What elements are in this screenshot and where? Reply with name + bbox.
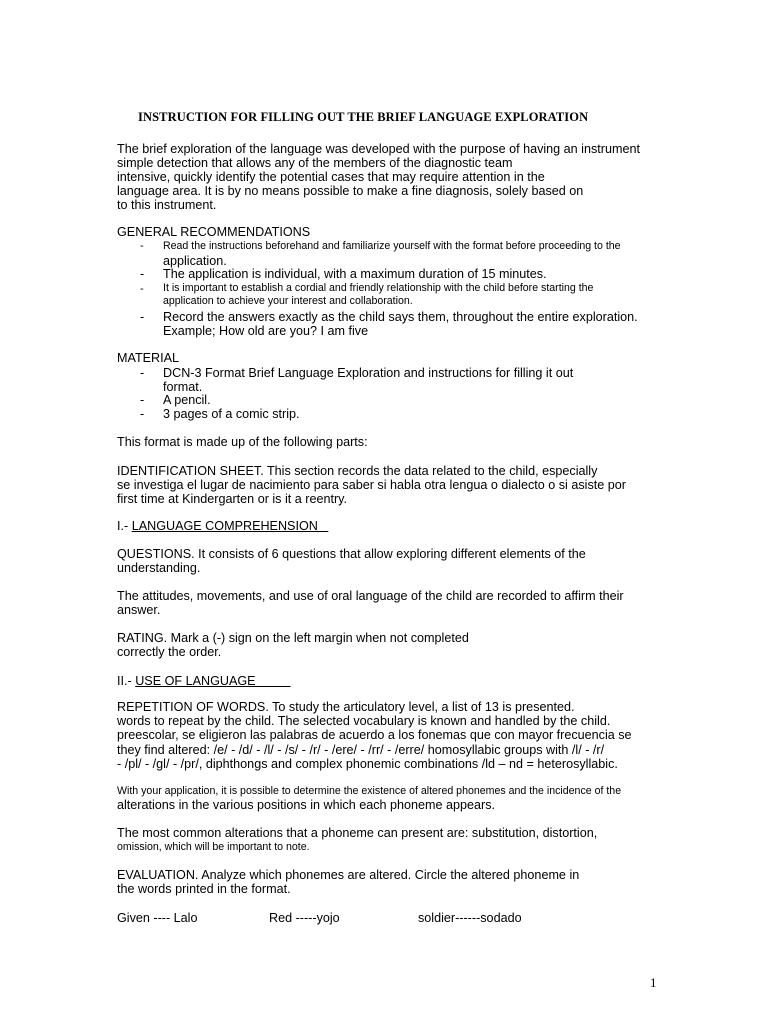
example-item: soldier------sodado bbox=[418, 911, 522, 925]
repetition-line: REPETITION OF WORDS. To study the articulatory level, a list of 13 is presented. bbox=[117, 700, 575, 714]
example-item: Given ---- Lalo bbox=[117, 911, 198, 925]
questions-line: QUESTIONS. It consists of 6 questions that allow exploring different elements of the bbox=[117, 547, 586, 561]
bullet-dash: - bbox=[140, 283, 144, 295]
identification-line: se investiga el lugar de nacimiento para saber si habla otra lengua o dialecto o si asiste por bbox=[117, 478, 626, 492]
general-item: Example; How old are you? I am five bbox=[163, 324, 369, 338]
attitudes-line: answer. bbox=[117, 603, 161, 617]
example-item: Red -----yojo bbox=[269, 911, 340, 925]
general-item: Read the instructions beforehand and familiarize yourself with the format before proceeding to the bbox=[163, 240, 621, 252]
section-prefix: II.- bbox=[117, 674, 136, 688]
repetition-line: preescolar, se eligieron las palabras de acuerdo a los fonemas que con mayor frecuencia se bbox=[117, 728, 632, 742]
general-item: application to achieve your interest and collaboration. bbox=[163, 295, 413, 307]
section-heading bbox=[117, 519, 328, 533]
general-item: It is important to establish a cordial and friendly relationship with the child before starting the bbox=[163, 282, 594, 294]
rating-line: correctly the order. bbox=[117, 645, 222, 659]
intro-line: language area. It is by no means possible to make a fine diagnosis, solely based on bbox=[117, 184, 584, 198]
material-item: 3 pages of a comic strip. bbox=[163, 407, 300, 421]
material-heading: MATERIAL bbox=[117, 351, 180, 365]
page-number: 1 bbox=[650, 975, 657, 990]
questions-line: understanding. bbox=[117, 561, 201, 575]
application-line: alterations in the various positions in which each phoneme appears. bbox=[117, 798, 496, 812]
material-item: format. bbox=[163, 380, 203, 394]
intro-line: The brief exploration of the language was developed with the purpose of having an instrument bbox=[117, 142, 640, 156]
repetition-line: - /pl/ - /gl/ - /pr/, diphthongs and complex phonemic combinations /ld – nd = heterosyllabic. bbox=[117, 757, 618, 771]
rating-line: RATING. Mark a (-) sign on the left margin when not completed bbox=[117, 631, 469, 645]
application-line: With your application, it is possible to determine the existence of altered phonemes and the incidence of the bbox=[117, 785, 622, 797]
bullet-dash: - bbox=[140, 240, 144, 252]
bullet-dash: - bbox=[140, 310, 145, 324]
repetition-line: they find altered: /e/ - /d/ - /l/ - /s/ - /r/ - /ere/ - /rr/ - /erre/ homosyllabic groups with /l/ - /r/ bbox=[117, 743, 605, 757]
document-title: INSTRUCTION FOR FILLING OUT THE BRIEF LANGUAGE EXPLORATION bbox=[138, 110, 589, 124]
general-item: Record the answers exactly as the child says them, throughout the entire exploration. bbox=[163, 310, 638, 324]
material-item: DCN-3 Format Brief Language Exploration and instructions for filling it out bbox=[163, 366, 574, 380]
identification-line: IDENTIFICATION SHEET. This section records the data related to the child, especially bbox=[117, 464, 598, 478]
common-line: The most common alterations that a phoneme can present are: substitution, distortion, bbox=[117, 826, 598, 840]
bullet-dash: - bbox=[140, 407, 145, 421]
section-prefix: I.- bbox=[117, 519, 132, 533]
section-title: LANGUAGE COMPREHENSION bbox=[131, 519, 329, 533]
bullet-dash: - bbox=[140, 366, 145, 380]
bullet-dash: - bbox=[140, 393, 145, 407]
bullet-dash: - bbox=[140, 267, 145, 281]
section-title: USE OF LANGUAGE bbox=[135, 674, 291, 688]
repetition-line: words to repeat by the child. The selected vocabulary is known and handled by the child. bbox=[117, 714, 611, 728]
attitudes-line: The attitudes, movements, and use of oral language of the child are recorded to affirm their bbox=[117, 589, 624, 603]
intro-line: simple detection that allows any of the members of the diagnostic team bbox=[117, 156, 513, 170]
identification-line: first time at Kindergarten or is it a reentry. bbox=[117, 492, 348, 506]
section-heading bbox=[117, 674, 291, 688]
general-item: application. bbox=[163, 254, 227, 268]
intro-line: to this instrument. bbox=[117, 198, 217, 212]
common-line: omission, which will be important to note. bbox=[117, 841, 310, 853]
evaluation-line: the words printed in the format. bbox=[117, 882, 291, 896]
general-item: The application is individual, with a maximum duration of 15 minutes. bbox=[163, 267, 547, 281]
intro-line: intensive, quickly identify the potential cases that may require attention in the bbox=[117, 170, 545, 184]
parts-intro: This format is made up of the following parts: bbox=[117, 435, 368, 449]
general-heading: GENERAL RECOMMENDATIONS bbox=[117, 225, 311, 239]
material-item: A pencil. bbox=[163, 393, 211, 407]
evaluation-line: EVALUATION. Analyze which phonemes are altered. Circle the altered phoneme in bbox=[117, 868, 580, 882]
